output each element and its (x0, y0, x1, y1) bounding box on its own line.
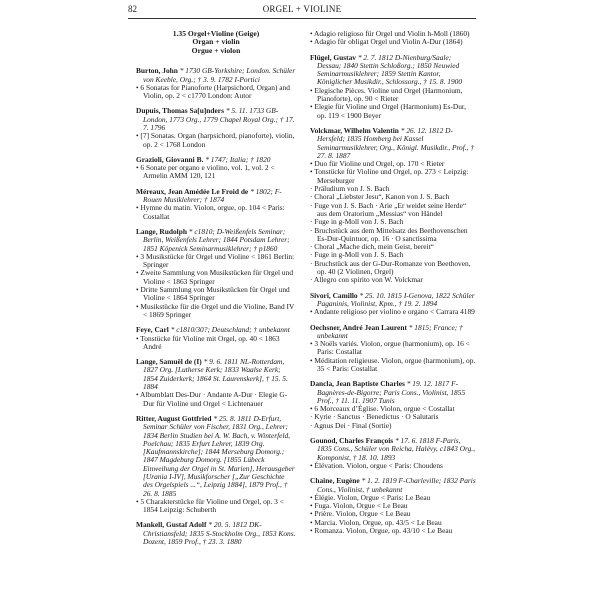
work-item: • 5 Charakterstücke für Violine und Orgel, op. 3 < 1854 Leipzig: Schuberth (136, 496, 284, 515)
work-item: • Elegie für Violine und Orgel (Harmonium) Es-Dur, op. 119 < 1900 Beyer (310, 102, 466, 120)
work-item: • Fuga. Violon, Orgue < Le Beau (310, 501, 408, 511)
composer-name: Méreaux, Jean Amédée Le Froid de (136, 186, 249, 196)
composer-bio: * 25. 8. 1811 D-Erfurt, Seminar Schüler von Fischer, 1831 Org., Lehrer; 1834 Berlin Studien bei A. W. Bach, v. Winterfeld, Poelchau; 1835 Erfurt Lehrer, 1839 Org. [Kaufmannskirche]; 1844 Merseburg Domorg.; 1847 Magdeburg Domorg. [1855 Lübeck Einweihung der Orgel in St. Marien], Herausgeber [Urania I-IV], Musikforscher [„Zur Geschichte des Orgelspiels ...“, Leipzig 1884], 1879 Prof., † 26. 8. 1885 (143, 413, 295, 498)
composer-name: Lange, Rudolph (136, 226, 187, 236)
entry-heading (136, 228, 296, 253)
left-column (136, 30, 296, 553)
work-item: • Tonstücke für Violine und Orgel, op. 273 < Leipzig: Merseburger (310, 167, 469, 185)
composer-bio: * 5. 11. 1733 GB-London, 1773 Org., 1779 Chapel Royal Org.; † 17. 7. 1796 (143, 106, 295, 132)
composer-name: Mankell, Gustaf Adolf (136, 520, 207, 530)
composer-bio: * 17. 6. 1818 F-Paris, 1835 Cons., Schüler von Reicha, Halévy, c1843 Org., Komponist, † 18. 10. 1893 (317, 436, 475, 462)
work-item: · Allegro con spirito von W. Volckmar (310, 275, 423, 285)
section-subtitle-en: Organ + violin (192, 37, 240, 47)
work-item: • 3 Musikstücke für Orgel und Violine < 1861 Berlin: Springer (136, 251, 295, 270)
work-item: • Zweite Sammlung von Musikstücken für Orgel und Violine < 1863 Springer (136, 268, 294, 286)
work-item: · Kyrie · Sanctus · Benedictus · O Salutaris (310, 412, 439, 422)
composer-bio: * 1802; F-Rouen Musiklehrer; † 1874 (143, 186, 282, 205)
composer-name: Dancla, Jean Baptiste Charles (310, 379, 405, 389)
work-item: • Elegische Pièces. Violine und Orgel (Harmonium, Pianoforte), op. 90 < Rieter (310, 85, 463, 104)
composer-bio: * 1815; France; † unbekannt (317, 322, 463, 340)
composer-entry (136, 228, 296, 319)
work-item: · Agnus Dei · Final (Sortie) (310, 420, 392, 430)
work-item: • Andante religioso per violino e organo < Carrara 4189 (310, 307, 475, 317)
work-item: • Adagio für obligat Orgel und Violin A-Dur (1864) (310, 37, 463, 47)
work-item: · Präludium von J. S. Bach (310, 184, 390, 194)
entry-heading (136, 521, 296, 546)
composer-bio: * 9. 6. 1811 NL-Rotterdam, 1827 Org. [Lutherse Kerk; 1833 Waalse Kerk; 1854 Zuiderkerk; 1864 St. Laurenskerk], † 15. 5. 1884 (143, 357, 288, 392)
composer-entry (310, 437, 476, 470)
composer-name: Sivori, Camillo (310, 290, 358, 300)
work-item: • Méditation religieuse. Violon, orgue (harmonium), op. 35 < Paris: Costallat (310, 355, 476, 373)
work-item: • Musikstücke für die Orgel und die Violine, Band IV < 1869 Springer (136, 301, 295, 319)
work-item: • [7] Sonatas. Organ (harpsichord, pianoforte), violin, op. 2 < 1768 London (136, 131, 295, 149)
composer-entry (310, 477, 476, 535)
composer-bio: * 25. 10. 1815 I-Genova, 1822 Schüler Paganinis, Violinist, Kpm., † 19. 2. 1894 (317, 290, 475, 308)
work-item: · Choral „Liebster Jesu“, Kanon von J. S. Bach (310, 192, 450, 202)
composer-name: Flügel, Gustav (310, 52, 356, 62)
page-header (128, 4, 476, 19)
entry-heading (310, 324, 476, 341)
composer-bio: * c1810/30?; Deutschland; † unbekannt (170, 325, 290, 335)
section-heading (136, 30, 296, 55)
entry-heading (310, 437, 476, 462)
work-item: · Fuge von J. S. Bach · Arie „Er weidet seine Herde“ aus dem Oratorium „Messias“ von Händel (310, 200, 467, 218)
running-title: ORGEL + VIOLINE (262, 4, 342, 14)
composer-name: Chaine, Eugène (310, 476, 360, 486)
composer-name: Burton, John (136, 66, 178, 76)
composer-bio: * 20. 5. 1812 DK-Christiansfeld; 1835 S-Stockholm Org., 1853 Kons. Dozent, 1859 Prof., † 23. 3. 1880 (143, 520, 296, 547)
entry-heading (136, 67, 296, 84)
work-item: • Albumblatt Des-Dur · Andante A-Dur · Elegie G-Dur für Violine und Orgel < Lichtenauer (136, 390, 288, 408)
composer-bio: * 19. 12. 1817 F-Bagnères-de-Bigorre; Paris Cons., Violinist, 1855 Prof., † 11. 11. 1907 Tunis (317, 379, 466, 405)
entry-heading (310, 54, 476, 87)
work-item: • 3 Noëls variés. Violon, orgue (harmonium), op. 16 < Paris: Costallat (310, 339, 470, 357)
entry-heading (310, 127, 476, 160)
work-item: · Bruchstück aus dem Mittelsatz des Beethovenschen Es-Dur-Quintuor, op. 16 · O sanctissima (310, 225, 468, 243)
composer-name: Lange, Samuël de (I) (136, 357, 202, 367)
entry-heading (310, 292, 476, 309)
work-item: • Marcia. Violon, Orgue, op. 43/5 < Le Beau (310, 517, 442, 527)
entry-heading (136, 358, 296, 391)
composer-name: Feye, Carl (136, 325, 169, 335)
composer-entry (136, 188, 296, 221)
work-item: • Élégie. Violon, Orgue < Paris: Le Beau (310, 492, 431, 502)
composer-entry (136, 415, 296, 515)
composer-bio: * 26. 12. 1812 D-Hersfeld; 1835 Homberg bei Kassel Seminarmusiklehrer, Org., Königl. Musikdir., Prof., † 27. 8. 1887 (317, 125, 475, 160)
section-title: 1.35 Orgel+Violine (Geige) (172, 29, 260, 38)
work-item: • Hymne du matin. Violon, orgue, op. 104 < Paris: Costallat (136, 203, 285, 221)
left-entry-list (136, 67, 296, 546)
work-item: · Choral „Mache dich, mein Geist, bereit“ (310, 242, 434, 252)
work-item: • Duo für Violine und Orgel, op. 170 < Rieter (310, 159, 445, 169)
work-item: • 6 Sonate per organo e violino, vol. 1, vol. 2 < Armelin AMM 120, 121 (136, 163, 275, 181)
work-item: · Bruchstück aus der G-Dur-Romanze von Beethoven, op. 40 (2 Violinen, Orgel) (310, 258, 471, 277)
composer-entry (310, 127, 476, 285)
composer-name: Dupuis, Thomas Sa[u]nders (136, 106, 224, 116)
page-number: 82 (128, 4, 137, 14)
composer-bio: * c1810; D-Weißenfels Seminar; Berlin, Weißenfels Lehrer; 1844 Potsdam Lehrer; 1851 Köpenick Seminarmusiklehrer; † p1860 (143, 226, 290, 253)
work-item: • 6 Morceaux d’Église. Violon, orgue < Costallat (310, 404, 455, 414)
composer-entry (136, 156, 296, 181)
composer-name: Volckmar, Wilhelm Valentin (310, 125, 399, 135)
composer-name: Oechsner, André Jean Laurent (310, 322, 407, 332)
work-item: • Prière. Violon, Orgue < Le Beau (310, 509, 411, 519)
composer-name: Grazioli, Giovanni B. (136, 154, 204, 164)
right-entry-list (310, 30, 476, 535)
composer-entry (136, 521, 296, 546)
section-subtitle-fr: Orgue + violon (191, 45, 241, 55)
composer-entry (136, 326, 296, 351)
entry-heading (310, 380, 476, 405)
composer-bio: * 1730 GB-Yorkshire; London. Schüler von Keeble, Org.; † 3. 9. 1782 I-Portici (143, 66, 296, 84)
composer-entry (310, 324, 476, 374)
composer-bio: * 1747; Italia; † 1820 (205, 154, 271, 164)
composer-entry (310, 30, 476, 47)
composer-name: Ritter, August Gottfried (136, 413, 212, 423)
composer-entry (136, 358, 296, 408)
work-item: • 6 Sonatas for Pianoforte (Harpsichord, Organ) and Violin, op. 2 < c1770 London: Autor (136, 82, 290, 101)
composer-bio: * 1. 2. 1819 F-Charleville; 1832 Paris Cons., Violinist, † unbekannt (317, 476, 476, 494)
composer-entry (136, 67, 296, 100)
work-item: · Fuge in g-Moll von J. S. Bach (310, 217, 404, 227)
work-item: • Romanza. Violon, Orgue, op. 43/10 < Le Beau (310, 526, 453, 536)
work-item: · Fuge in g-Moll von J. S. Bach (310, 250, 404, 260)
composer-entry (310, 54, 476, 120)
entry-heading (136, 107, 296, 132)
work-item: • Tonstücke für Violine mit Orgel, op. 40 < 1863 André (136, 333, 280, 351)
entry-heading (136, 415, 296, 498)
work-item: • Élévation. Violon, orgue < Paris: Choudens (310, 460, 443, 470)
composer-entry (136, 107, 296, 148)
work-item: • Dritte Sammlung von Musikstücken für Orgel und Violine < 1864 Springer (136, 285, 290, 303)
composer-entry (310, 380, 476, 430)
entry-heading (136, 188, 296, 205)
composer-entry (310, 292, 476, 317)
composer-bio: * 2. 7. 1812 D-Nienburg/Saale; Dessau; 1840 Stettin Schloßorg.; 1850 Neuwied Seminarmusiklehrer; 1859 Stettin Kantor, Königlicher Musikdir., Schlossorg., † 15. 8. 1900 (317, 52, 463, 87)
work-item: • Adagio religioso für Orgel und Violin h-Moll (1860) (310, 29, 470, 38)
entry-heading (310, 477, 476, 494)
composer-name: Gounod, Charles François (310, 436, 394, 446)
right-column (310, 30, 476, 542)
